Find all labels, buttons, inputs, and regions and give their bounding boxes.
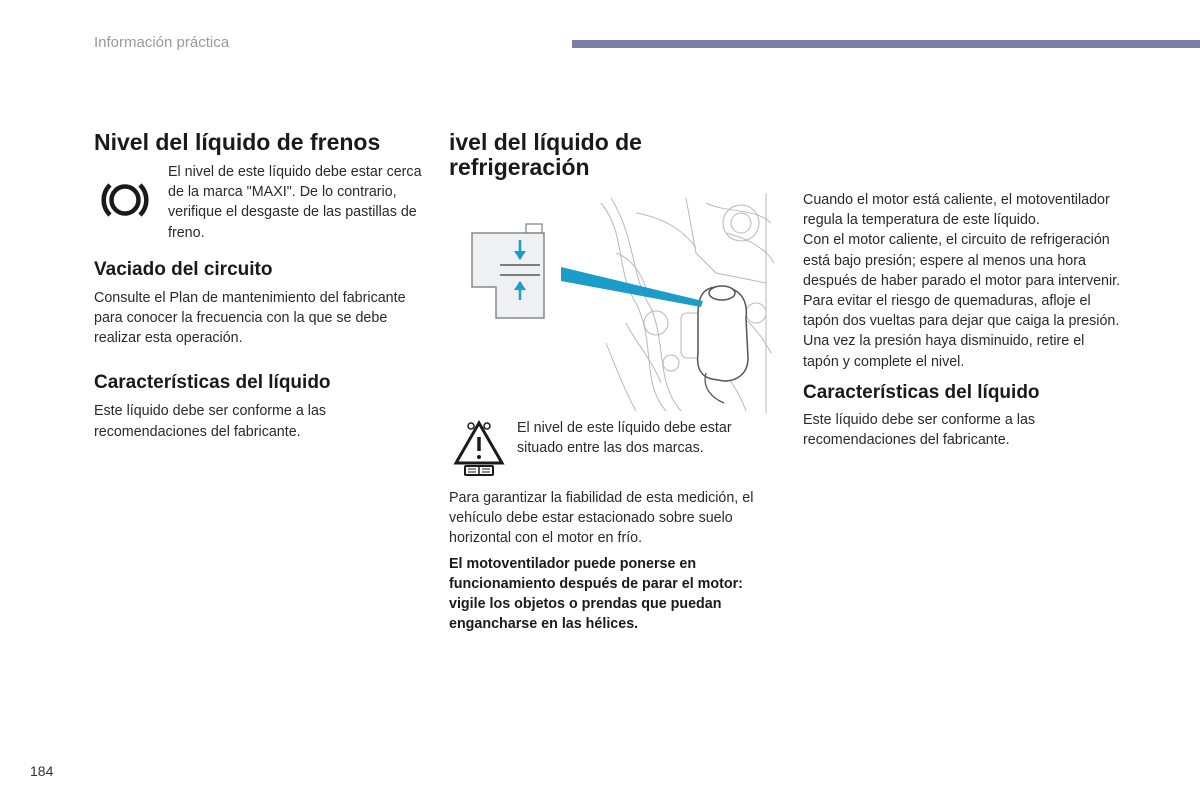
coolant-hot-section (803, 190, 1123, 450)
brake-intro-text: El nivel de este líquido debe estar cerca de la marca "MAXI". De lo contrario, verifique el desgaste de las pastillas de freno. (168, 164, 422, 241)
brake-warning-icon (100, 175, 150, 225)
brake-fluid-section (94, 130, 424, 442)
coolant-section (449, 130, 779, 180)
section-label: Información práctica (94, 34, 230, 51)
brake-char-text: Este líquido debe ser conforme a las recomendaciones del fabricante. (94, 403, 327, 440)
coolant-reliability-text: Para garantizar la fiabilidad de esta medición, el vehículo debe estar estacionado sobre suelo horizontal con el motor en frío. (449, 490, 754, 547)
page-number: 184 (30, 763, 54, 779)
fan-warning-icon (449, 418, 509, 478)
coolant-char-text: Este líquido debe ser conforme a las recomendaciones del fabricante. (803, 411, 1036, 449)
coolant-title-line1: ivel del líquido de (449, 129, 642, 155)
coolant-level-note: El nivel de este líquido debe estar situado entre las dos marcas. (517, 420, 732, 457)
coolant-char-title: Características del líquido (803, 381, 1040, 403)
drain-text: Consulte el Plan de mantenimiento del fabricante para conocer la frecuencia con la que se debe realizar esta operación. (94, 289, 406, 347)
fan-warning-text: El motoventilador puede ponerse en funcionamiento después de parar el motor: vigile los objetos o prendas que puedan engancharse en las hélices. (449, 555, 743, 633)
coolant-level-row (449, 418, 779, 478)
hot-text-2: Con el motor caliente, el circuito de refrigeración está bajo presión; espere al menos una hora después de haber parado el motor para intervenir. (803, 232, 1121, 289)
brake-intro-row (94, 165, 424, 243)
coolant-reservoir-diagram (466, 193, 776, 413)
hot-text-1: Cuando el motor está caliente, el motoventilador regula la temperatura de este líquido. (803, 192, 1110, 229)
hot-text-3: Para evitar el riesgo de quemaduras, afloje el tapón dos vueltas para dejar que caiga la presión. Una vez la presión haya disminuido, retire el tapón y complete el nivel. (803, 293, 1120, 370)
brake-char-title: Características del líquido (94, 372, 331, 394)
coolant-level-block (449, 418, 779, 634)
header-bar (572, 40, 1200, 48)
brake-fluid-title: Nivel del líquido de frenos (94, 129, 381, 155)
drain-title: Vaciado del circuito (94, 258, 273, 280)
coolant-title-line2: refrigeración (449, 154, 590, 180)
